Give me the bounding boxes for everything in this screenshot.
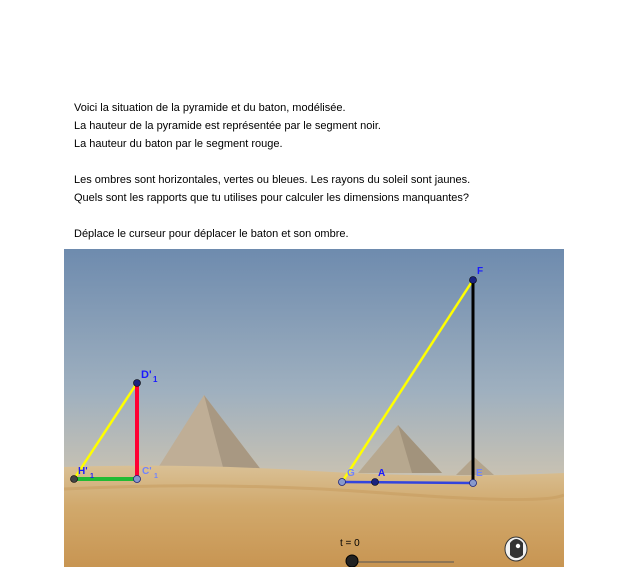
- label-g: G: [347, 468, 355, 479]
- slider-handle-icon[interactable]: [346, 555, 358, 567]
- instruction-line-5: Quels sont les rapports que tu utilises pour calculer les dimensions manquantes?: [74, 192, 469, 204]
- label-d1-sub: 1: [153, 375, 158, 384]
- slider-label: t = 0: [340, 538, 360, 549]
- instruction-line-6: Déplace le curseur pour déplacer le baton et son ombre.: [74, 228, 349, 240]
- instruction-line-4: Les ombres sont horizontales, vertes ou bleues. Les rayons du soleil sont jaunes.: [74, 174, 471, 186]
- applet-canvas[interactable]: [64, 249, 564, 567]
- instruction-line-3: La hauteur du baton par le segment rouge.: [74, 138, 283, 150]
- label-h1-sub: 1: [90, 473, 94, 480]
- point-g[interactable]: [339, 479, 346, 486]
- point-c1[interactable]: [134, 476, 141, 483]
- label-e: E: [476, 468, 483, 479]
- instruction-line-2: La hauteur de la pyramide est représentée par le segment noir.: [74, 120, 381, 132]
- point-a[interactable]: [372, 479, 379, 486]
- point-d1[interactable]: [134, 380, 141, 387]
- label-c1: C': [142, 466, 152, 477]
- reset-view-icon[interactable]: [505, 537, 527, 561]
- label-a: A: [378, 468, 386, 479]
- point-h1[interactable]: [71, 476, 78, 483]
- label-h1: H': [78, 466, 88, 477]
- label-d1: D': [141, 369, 152, 381]
- point-f[interactable]: [470, 277, 477, 284]
- label-f: F: [477, 266, 484, 277]
- pyramid-shadow-segment: [342, 482, 473, 483]
- geogebra-applet[interactable]: [64, 249, 564, 567]
- instructions-text: [74, 99, 554, 243]
- point-e[interactable]: [470, 480, 477, 487]
- label-c1-sub: 1: [154, 473, 158, 480]
- instruction-line-1: Voici la situation de la pyramide et du baton, modélisée.: [74, 102, 346, 114]
